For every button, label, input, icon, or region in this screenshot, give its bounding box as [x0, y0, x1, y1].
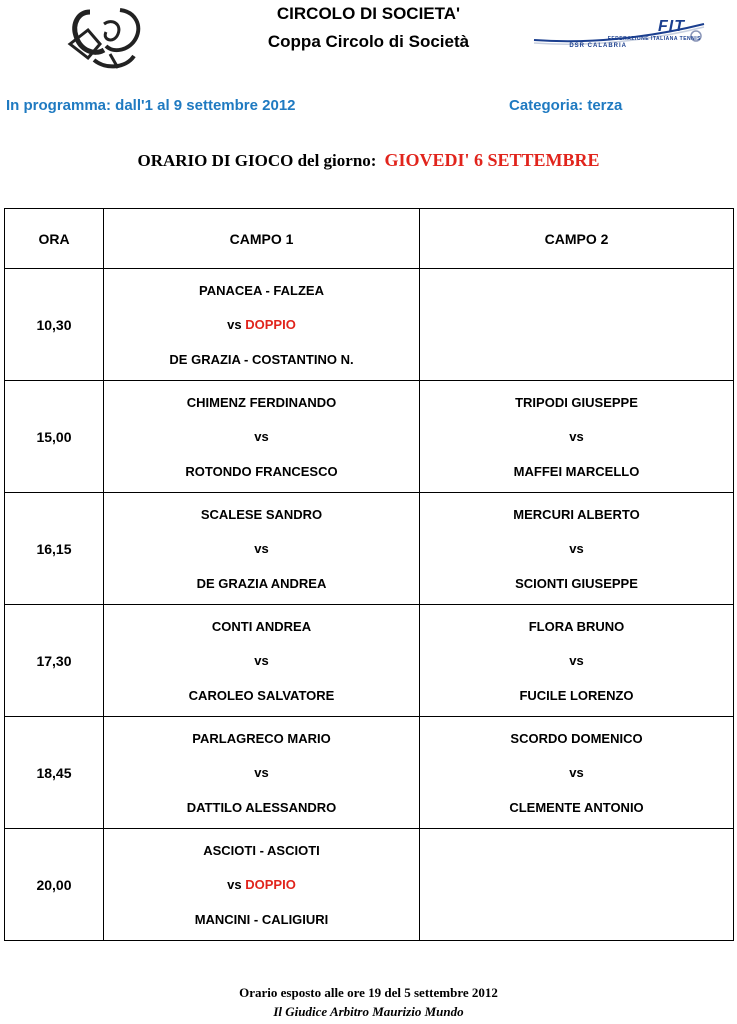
page-subtitle: Coppa Circolo di Società [267, 32, 470, 51]
match-time: 20,00 [5, 829, 104, 941]
category-label: Categoria: terza [509, 97, 623, 114]
player-bottom: MANCINI - CALIGIURI [194, 911, 329, 927]
vs-label: vs [569, 653, 584, 668]
doubles-badge: DOPPIO [245, 877, 296, 892]
player-top: MERCURI ALBERTO [513, 506, 640, 522]
vs-label: vs [569, 541, 584, 556]
vs-label: vs [254, 541, 269, 556]
table-row [5, 269, 734, 381]
player-bottom: ROTONDO FRANCESCO [185, 463, 338, 479]
match-time: 15,00 [5, 381, 104, 493]
fit-logo-region: DSR CALABRIA [569, 43, 627, 49]
match-time: 18,45 [5, 717, 104, 829]
table-row [5, 829, 734, 941]
column-header-time: ORA [5, 209, 104, 269]
player-top: FLORA BRUNO [528, 618, 625, 634]
vs-label: vs [254, 653, 269, 668]
campo1-cell [104, 605, 420, 717]
campo2-cell [420, 717, 734, 829]
page-title: CIRCOLO DI SOCIETA' [276, 4, 461, 23]
campo1-cell [104, 717, 420, 829]
player-top: PARLAGRECO MARIO [192, 730, 331, 746]
player-top: SCALESE SANDRO [200, 506, 323, 522]
campo1-cell [104, 269, 420, 381]
campo2-cell [420, 605, 734, 717]
match-time: 17,30 [5, 605, 104, 717]
campo2-cell [420, 381, 734, 493]
match-time: 10,30 [5, 269, 104, 381]
schedule-label: ORARIO DI GIOCO del giorno: [137, 151, 377, 170]
vs-label: vs [254, 765, 269, 780]
table-row [5, 605, 734, 717]
player-top: CONTI ANDREA [211, 618, 312, 634]
player-top: ASCIOTI - ASCIOTI [203, 842, 320, 858]
match-time: 16,15 [5, 493, 104, 605]
player-bottom: FUCILE LORENZO [519, 687, 634, 703]
vs-line [104, 317, 419, 332]
schedule-table [4, 208, 734, 941]
player-bottom: SCIONTI GIUSEPPE [515, 575, 638, 591]
campo2-cell [420, 829, 734, 941]
schedule-day: GIOVEDI' 6 SETTEMBRE [384, 150, 600, 170]
table-header-row [5, 209, 734, 269]
vs-label: vs [227, 877, 242, 892]
player-bottom: CLEMENTE ANTONIO [509, 799, 644, 815]
vs-label: vs [569, 429, 584, 444]
referee-signature: Il Giudice Arbitro Maurizio Mundo [273, 1004, 464, 1019]
campo1-cell [104, 829, 420, 941]
player-top: PANACEA - FALZEA [199, 282, 324, 298]
player-bottom: DATTILO ALESSANDRO [186, 799, 337, 815]
schedule-heading [0, 150, 737, 171]
player-bottom: DE GRAZIA - COSTANTINO N. [169, 351, 354, 367]
campo1-cell [104, 381, 420, 493]
table-row [5, 493, 734, 605]
posted-time-note: Orario esposto alle ore 19 del 5 settembre 2012 [239, 985, 498, 1000]
campo2-cell [420, 269, 734, 381]
campo2-cell [420, 493, 734, 605]
fit-logo-text: FIT [658, 18, 685, 35]
player-bottom: CAROLEO SALVATORE [188, 687, 335, 703]
campo1-cell [104, 493, 420, 605]
column-header-campo1: CAMPO 1 [104, 209, 420, 269]
player-bottom: DE GRAZIA ANDREA [196, 575, 327, 591]
fit-logo-subtitle: FEDERAZIONE ITALIANA TENNIS [607, 36, 701, 42]
column-header-campo2: CAMPO 2 [420, 209, 734, 269]
table-row [5, 381, 734, 493]
player-bottom: MAFFEI MARCELLO [513, 463, 640, 479]
vs-line [104, 877, 419, 892]
vs-label: vs [227, 317, 242, 332]
doubles-badge: DOPPIO [245, 317, 296, 332]
player-top: CHIMENZ FERDINANDO [186, 394, 337, 410]
vs-label: vs [569, 765, 584, 780]
player-top: SCORDO DOMENICO [510, 730, 643, 746]
table-row [5, 717, 734, 829]
vs-label: vs [254, 429, 269, 444]
program-dates: In programma: dall'1 al 9 settembre 2012 [6, 97, 296, 114]
player-top: TRIPODI GIUSEPPE [515, 394, 638, 410]
